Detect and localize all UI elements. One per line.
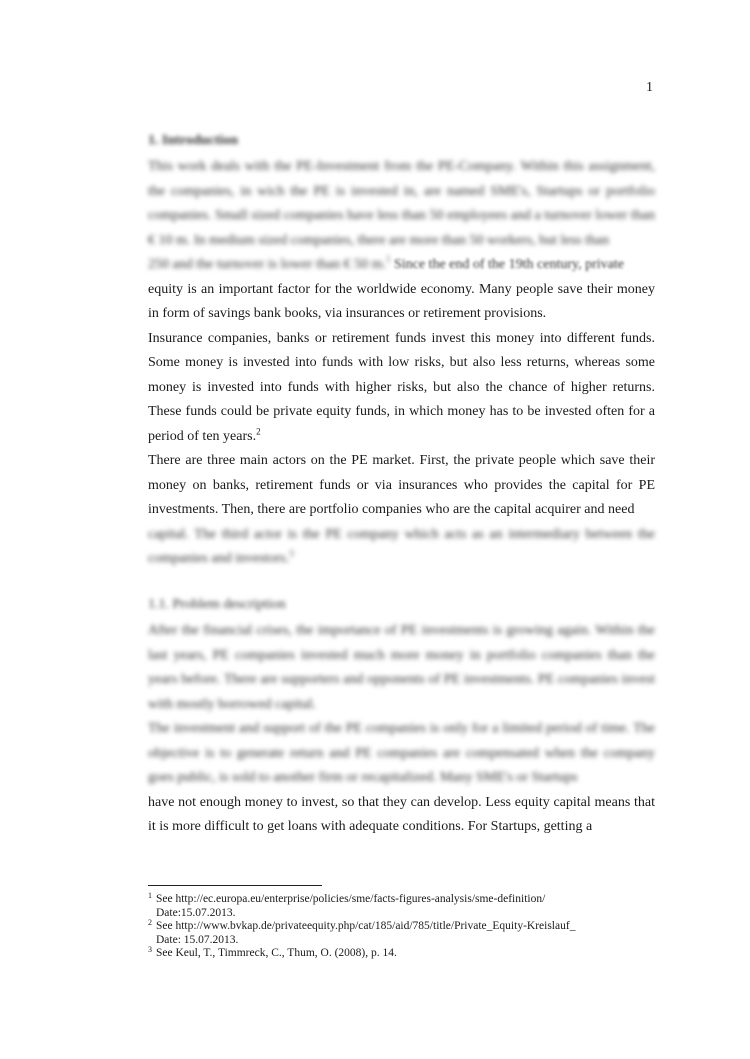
page-number: 1 [646, 80, 653, 95]
intro-line-5b: Since the end of the 19th century, private [390, 257, 624, 272]
footnote-3: 3 See Keul, T., Timmreck, C., Thum, O. (2008), p. 14. [148, 945, 397, 959]
footnote-1: 1 See http://ec.europa.eu/enterprise/policies/sme/facts-figures-analysis/sme-definition/ Date:15.07.2013. [148, 893, 668, 920]
section-heading: 1. Introduction [148, 133, 238, 148]
problem-section [148, 619, 655, 840]
footnote-date: Date: 15.07.2013. [156, 933, 239, 946]
footnote-divider [148, 885, 322, 886]
insurance-paragraph [148, 327, 655, 450]
footnote-date: Date:15.07.2013. [156, 906, 236, 919]
actors-blurred-text: capital. The third actor is the PE company which acts as an intermediary between the companies and investors. [148, 526, 655, 566]
footnote-ref-3: 3 [289, 548, 294, 559]
intro-line-5 [148, 253, 655, 278]
insurance-text: Insurance companies, banks or retirement funds invest this money into different funds. Some money is invested into funds with low risks, but also less returns, whereas some money is invested into funds with higher risks, but also the chance of higher returns. These funds could be private equity funds, in which money has to be invested often for a period of ten years. [148, 330, 655, 444]
footnote-text: See http://ec.europa.eu/enterprise/policies/sme/facts-figures-analysis/sme-definition/ [156, 893, 546, 905]
actors-paragraph: There are three main actors on the PE market. First, the private people which save their money on banks, retirement funds or via insurances who provides the capital for PE investments. Then, there are portfolio companies who are the capital acquirer and need [148, 453, 655, 517]
intro-paragraph [148, 155, 655, 572]
actors-paragraph-blurred [148, 523, 655, 572]
problem-paragraph: After the financial crises, the importance of PE investments is growing again. Within the last years, PE companies invested much more money in portfolio companies than the years before. There are supporters and opponents of PE investments. PE companies invest with mostly borrowed capital. [148, 623, 655, 712]
footnote-text: See Keul, T., Timmreck, C., Thum, O. (2008), p. 14. [156, 947, 397, 959]
intro-text-blurred: This work deals with the PE-Investment from the PE-Company. Within this assignment, the companies, in wich the PE is invested in, are named SME's, Startups or portfolio companies. Small sized companies have less than 50 employees and a turnover lower than € 10 m. In medium sized companies, there are more than 50 workers, but less than [148, 159, 655, 248]
footnote-2: 2 See http://www.bvkap.de/privateequity.php/cat/185/aid/785/title/Private_Equity-Kreislauf_ Date: 15.07.2013. [148, 920, 668, 947]
footnote-ref-1: 1 [385, 254, 391, 265]
support-paragraph-blurred: The investment and support of the PE companies is only for a limited period of time. The objective is to generate return and PE companies are compensated when the company goes public, is sold to another firm or recapitalized. Many SME's or Startups [148, 721, 655, 785]
intro-text-clear: equity is an important factor for the worldwide economy. Many people save their money in form of savings bank books, via insurances or retirement provisions. [148, 281, 655, 321]
intro-line-5a: 250 and the turnover is lower than € 50 m. [148, 257, 386, 272]
footnote-ref-2: 2 [256, 425, 261, 436]
footnotes [148, 893, 668, 961]
support-paragraph-clear: have not enough money to invest, so that they can develop. Less equity capital means that it is more difficult to get loans with adequate conditions. For Startups, getting a [148, 794, 655, 834]
footnote-text: See http://www.bvkap.de/privateequity.php/cat/185/aid/785/title/Private_Equity-Kreislauf_ [156, 920, 576, 932]
subsection-heading: 1.1. Problem description [148, 597, 286, 612]
